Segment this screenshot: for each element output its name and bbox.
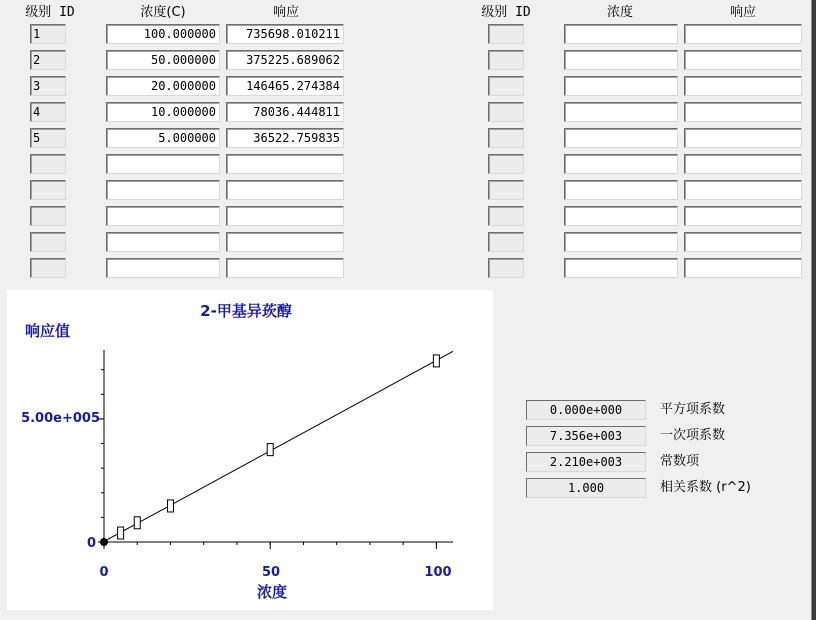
right-row-5-concentration[interactable] — [564, 128, 678, 148]
left-row-10-id[interactable] — [30, 258, 66, 278]
right-row-10-concentration[interactable] — [564, 258, 678, 278]
right-row-3-id[interactable] — [488, 76, 524, 96]
coefficient-value-4: 1.000 — [526, 478, 646, 498]
right-row-1-response[interactable] — [684, 24, 802, 44]
right-row-9-concentration[interactable] — [564, 232, 678, 252]
window-edge — [812, 0, 816, 620]
right-row-4-response[interactable] — [684, 102, 802, 122]
right-row-10-response[interactable] — [684, 258, 802, 278]
right-row-7-response[interactable] — [684, 180, 802, 200]
coefficient-label-3: 常数项 — [660, 454, 700, 469]
coefficient-label-2: 一次项系数 — [660, 428, 726, 443]
left-row-10-response[interactable] — [226, 258, 344, 278]
right-row-8-response[interactable] — [684, 206, 802, 226]
x-tick-label-0: 0 — [99, 565, 109, 580]
left-row-5-response[interactable]: 36522.759835 — [226, 128, 344, 148]
left-row-4-id[interactable]: 4 — [30, 102, 66, 122]
left-row-2-id[interactable]: 2 — [30, 50, 66, 70]
chart-title: 2-甲基异莰醇 — [200, 302, 292, 320]
regression-fit-line — [104, 351, 453, 541]
left-header-conc: 浓度(C) — [140, 5, 186, 20]
left-header-id: 级别 ID — [25, 5, 75, 20]
right-row-5-id[interactable] — [488, 128, 524, 148]
right-row-8-id[interactable] — [488, 206, 524, 226]
left-row-1-concentration[interactable]: 100.000000 — [106, 24, 220, 44]
coefficient-value-3: 2.210e+003 — [526, 452, 646, 472]
left-row-9-response[interactable] — [226, 232, 344, 252]
data-point — [134, 517, 140, 529]
right-row-2-concentration[interactable] — [564, 50, 678, 70]
x-tick-label-100: 100 — [424, 565, 452, 580]
data-point — [167, 500, 173, 512]
left-row-4-concentration[interactable]: 10.000000 — [106, 102, 220, 122]
right-row-6-concentration[interactable] — [564, 154, 678, 174]
right-header-resp: 响应 — [729, 5, 756, 20]
left-row-7-response[interactable] — [226, 180, 344, 200]
left-row-7-concentration[interactable] — [106, 180, 220, 200]
right-row-9-id[interactable] — [488, 232, 524, 252]
left-row-6-response[interactable] — [226, 154, 344, 174]
chart-ylabel: 响应值 — [25, 322, 71, 340]
right-row-2-id[interactable] — [488, 50, 524, 70]
right-row-6-id[interactable] — [488, 154, 524, 174]
coefficient-value-2: 7.356e+003 — [526, 426, 646, 446]
right-row-7-concentration[interactable] — [564, 180, 678, 200]
left-row-5-concentration[interactable]: 5.000000 — [106, 128, 220, 148]
left-row-8-response[interactable] — [226, 206, 344, 226]
left-row-3-response[interactable]: 146465.274384 — [226, 76, 344, 96]
left-header-resp: 响应 — [272, 5, 299, 20]
x-tick-label-50: 50 — [261, 565, 281, 580]
left-row-6-concentration[interactable] — [106, 154, 220, 174]
data-point — [267, 444, 273, 456]
right-header-id: 级别 ID — [481, 5, 531, 20]
coefficient-value-1: 0.000e+000 — [526, 400, 646, 420]
right-row-4-concentration[interactable] — [564, 102, 678, 122]
y-tick-label-500000: 5.00e+005 — [21, 411, 100, 426]
right-row-8-concentration[interactable] — [564, 206, 678, 226]
left-row-7-id[interactable] — [30, 180, 66, 200]
left-row-3-id[interactable]: 3 — [30, 76, 66, 96]
right-row-5-response[interactable] — [684, 128, 802, 148]
plot-layer — [98, 350, 453, 549]
left-row-10-concentration[interactable] — [106, 258, 220, 278]
right-row-2-response[interactable] — [684, 50, 802, 70]
right-row-7-id[interactable] — [488, 180, 524, 200]
right-row-4-id[interactable] — [488, 102, 524, 122]
coefficient-label-4: 相关系数 (r^2) — [660, 480, 751, 495]
chart-xlabel: 浓度 — [256, 583, 288, 601]
data-point-origin — [100, 538, 108, 546]
right-row-1-id[interactable] — [488, 24, 524, 44]
left-row-9-concentration[interactable] — [106, 232, 220, 252]
left-row-1-id[interactable]: 1 — [30, 24, 66, 44]
left-row-2-response[interactable]: 375225.689062 — [226, 50, 344, 70]
left-row-5-id[interactable]: 5 — [30, 128, 66, 148]
left-row-8-id[interactable] — [30, 206, 66, 226]
right-row-3-concentration[interactable] — [564, 76, 678, 96]
left-row-2-concentration[interactable]: 50.000000 — [106, 50, 220, 70]
calibration-chart — [7, 290, 493, 610]
left-row-4-response[interactable]: 78036.444811 — [226, 102, 344, 122]
coefficient-label-1: 平方项系数 — [660, 402, 726, 417]
left-row-8-concentration[interactable] — [106, 206, 220, 226]
right-row-9-response[interactable] — [684, 232, 802, 252]
right-row-6-response[interactable] — [684, 154, 802, 174]
right-row-10-id[interactable] — [488, 258, 524, 278]
chart-svg — [7, 290, 493, 610]
left-row-6-id[interactable] — [30, 154, 66, 174]
y-tick-label-0: 0 — [86, 536, 96, 551]
right-row-1-concentration[interactable] — [564, 24, 678, 44]
right-header-conc: 浓度 — [606, 5, 633, 20]
right-row-3-response[interactable] — [684, 76, 802, 96]
data-point — [433, 355, 439, 367]
left-row-1-response[interactable]: 735698.010211 — [226, 24, 344, 44]
left-row-9-id[interactable] — [30, 232, 66, 252]
data-point — [118, 527, 124, 539]
left-row-3-concentration[interactable]: 20.000000 — [106, 76, 220, 96]
